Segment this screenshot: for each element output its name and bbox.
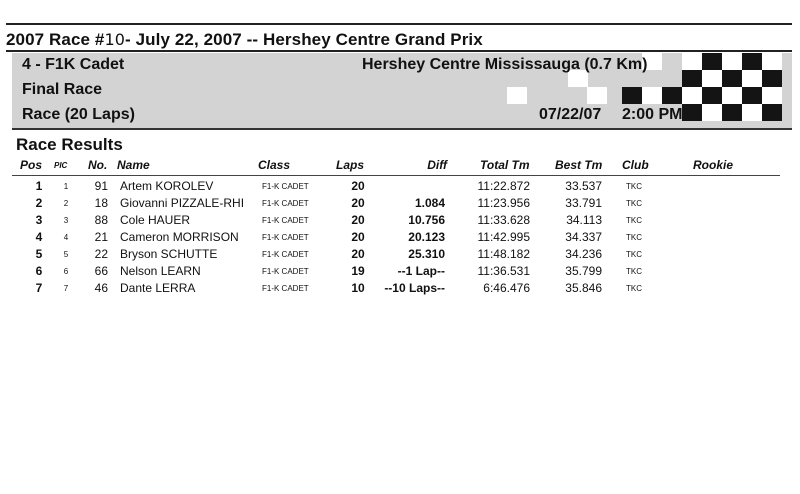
title-rule	[6, 50, 792, 52]
race-time: 2:00 PM	[622, 106, 683, 123]
cell-laps: 19	[351, 264, 365, 278]
cell-total: 6:46.476	[483, 281, 530, 295]
cell-no: 91	[94, 179, 108, 193]
cell-club: TKC	[626, 284, 642, 293]
cell-pos: 5	[35, 247, 43, 261]
table-row	[0, 196, 800, 213]
cell-pic: 3	[63, 216, 69, 225]
cell-diff: 10.756	[408, 213, 445, 227]
race-title	[6, 30, 483, 50]
table-row	[0, 281, 800, 298]
col-name: Name	[117, 158, 150, 172]
race-type: Final Race	[22, 81, 103, 98]
col-total: Total Tm	[480, 158, 530, 172]
cell-name: Dante LERRA	[120, 281, 196, 295]
table-row	[0, 247, 800, 264]
cell-pos: 1	[35, 179, 43, 193]
cell-best: 35.846	[565, 281, 602, 295]
table-row	[0, 179, 800, 196]
results-header	[0, 158, 800, 174]
cell-club: TKC	[626, 199, 642, 208]
cell-class: F1-K CADET	[262, 182, 309, 191]
cell-diff: 25.310	[408, 247, 445, 261]
cell-best: 34.337	[565, 230, 602, 244]
race-laps: Race (20 Laps)	[22, 106, 135, 123]
cell-total: 11:36.531	[477, 264, 530, 278]
table-row	[0, 264, 800, 281]
race-date: 07/22/07	[539, 106, 602, 123]
cell-no: 88	[94, 213, 108, 227]
cell-class: F1-K CADET	[262, 284, 309, 293]
class-name: 4 - F1K Cadet	[22, 56, 125, 73]
cell-name: Cole HAUER	[120, 213, 191, 227]
race-number-handwritten: 10	[104, 30, 126, 49]
table-row	[0, 230, 800, 247]
col-diff: Diff	[427, 158, 447, 172]
cell-no: 66	[94, 264, 108, 278]
cell-laps: 20	[351, 230, 365, 244]
cell-class: F1-K CADET	[262, 267, 309, 276]
cell-pos: 2	[35, 196, 43, 210]
cell-pic: 6	[63, 267, 69, 276]
cell-laps: 20	[351, 179, 365, 193]
cell-no: 18	[94, 196, 108, 210]
cell-best: 33.537	[565, 179, 602, 193]
col-pos: Pos	[20, 158, 43, 172]
cell-club: TKC	[626, 182, 642, 191]
cell-pic: 7	[63, 284, 69, 293]
cell-best: 34.113	[566, 213, 602, 227]
table-row	[0, 213, 800, 230]
cell-name: Giovanni PIZZALE-RHI	[120, 196, 245, 210]
cell-laps: 20	[351, 247, 365, 261]
cell-class: F1-K CADET	[262, 199, 309, 208]
header-rule	[12, 175, 780, 176]
cell-name: Artem KOROLEV	[120, 179, 214, 193]
cell-pic: 4	[63, 233, 69, 242]
cell-best: 35.799	[565, 264, 602, 278]
top-rule	[6, 23, 792, 25]
cell-pos: 7	[35, 281, 43, 295]
cell-diff: --10 Laps--	[384, 281, 445, 295]
cell-pic: 2	[63, 199, 69, 208]
col-laps: Laps	[336, 158, 365, 172]
cell-best: 34.236	[565, 247, 602, 261]
cell-club: TKC	[626, 250, 642, 259]
cell-pic: 5	[63, 250, 69, 259]
cell-laps: 20	[351, 213, 365, 227]
track-name: Hershey Centre Mississauga (0.7 Km)	[362, 56, 648, 73]
cell-class: F1-K CADET	[262, 250, 309, 259]
cell-name: Bryson SCHUTTE	[120, 247, 218, 261]
cell-club: TKC	[626, 233, 642, 242]
col-pic: PIC	[54, 161, 68, 170]
cell-no: 21	[94, 230, 108, 244]
cell-club: TKC	[626, 216, 642, 225]
cell-pos: 3	[35, 213, 43, 227]
cell-no: 22	[94, 247, 108, 261]
cell-name: Nelson LEARN	[120, 264, 201, 278]
cell-name: Cameron MORRISON	[120, 230, 239, 244]
cell-no: 46	[94, 281, 108, 295]
cell-diff: 20.123	[408, 230, 445, 244]
cell-total: 11:23.956	[477, 196, 530, 210]
col-best: Best Tm	[555, 158, 603, 172]
cell-diff: 1.084	[414, 196, 445, 210]
cell-best: 33.791	[565, 196, 602, 210]
col-club: Club	[622, 158, 649, 172]
race-title-prefix: 2007 Race #	[6, 30, 105, 49]
section-title: Race Results	[16, 135, 123, 154]
event-banner	[12, 53, 792, 130]
cell-total: 11:33.628	[477, 213, 530, 227]
cell-pos: 6	[35, 264, 43, 278]
col-class: Class	[258, 158, 291, 172]
cell-pic: 1	[63, 182, 69, 191]
cell-class: F1-K CADET	[262, 233, 309, 242]
col-rookie: Rookie	[693, 158, 734, 172]
cell-total: 11:22.872	[477, 179, 530, 193]
cell-pos: 4	[35, 230, 43, 244]
race-title-suffix: - July 22, 2007 -- Hershey Centre Grand Prix	[125, 30, 483, 49]
cell-diff: --1 Lap--	[397, 264, 445, 278]
cell-total: 11:42.995	[477, 230, 530, 244]
cell-laps: 10	[351, 281, 365, 295]
col-no: No.	[88, 158, 108, 172]
cell-laps: 20	[351, 196, 365, 210]
cell-class: F1-K CADET	[262, 216, 309, 225]
cell-club: TKC	[626, 267, 642, 276]
cell-total: 11:48.182	[477, 247, 530, 261]
